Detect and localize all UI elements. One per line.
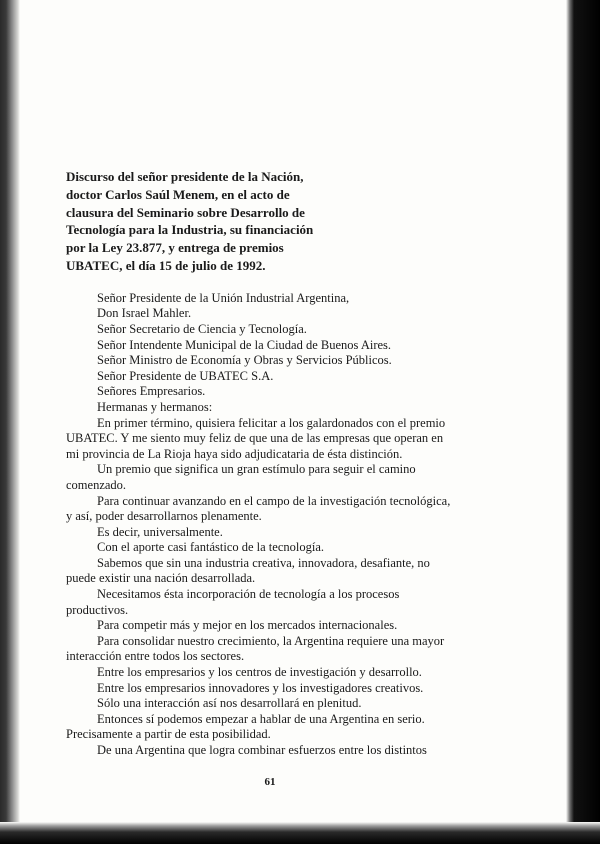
paragraph-line: Entonces sí podemos empezar a hablar de una Argentina en serio. bbox=[97, 711, 425, 726]
paragraph-line: Señor Presidente de la Unión Industrial Argentina, bbox=[97, 290, 350, 305]
paragraph bbox=[66, 540, 478, 556]
paragraph-line: Necesitamos ésta incorporación de tecnología a los procesos bbox=[97, 587, 400, 602]
paragraph bbox=[66, 384, 478, 400]
paragraph-line: Para continuar avanzando en el campo de la investigación tecnológica, bbox=[97, 493, 451, 508]
paragraph bbox=[66, 322, 478, 338]
paragraph bbox=[66, 587, 478, 618]
paragraph-line: Hermanas y hermanos: bbox=[97, 399, 213, 414]
speech-title bbox=[66, 168, 336, 275]
paragraph bbox=[66, 369, 478, 385]
paragraph bbox=[66, 338, 478, 354]
paragraph bbox=[66, 462, 478, 493]
title-line: doctor Carlos Saúl Menem, en el acto de bbox=[66, 186, 290, 202]
paragraph-line: Señores Empresarios. bbox=[97, 384, 206, 399]
paragraph-line: Un premio que significa un gran estímulo para seguir el camino bbox=[97, 462, 416, 477]
paragraph-line: Para consolidar nuestro crecimiento, la Argentina requiere una mayor bbox=[97, 633, 445, 648]
paragraph bbox=[66, 618, 478, 634]
paragraph bbox=[66, 306, 478, 322]
page-number: 61 bbox=[264, 776, 276, 788]
paragraph bbox=[66, 712, 478, 743]
paragraph bbox=[66, 743, 478, 759]
paragraph-line: productivos. bbox=[66, 602, 129, 617]
scan-left-edge bbox=[0, 0, 20, 844]
paragraph bbox=[66, 291, 478, 307]
speech-body bbox=[66, 291, 478, 759]
paragraph-line: Sabemos que sin una industria creativa, innovadora, desafiante, no bbox=[97, 555, 430, 570]
paragraph-line: UBATEC. Y me siento muy feliz de que una de las empresas que operan en bbox=[66, 431, 444, 446]
scan-bottom-edge bbox=[0, 822, 600, 844]
title-line: Tecnología para la Industria, su financiación bbox=[66, 222, 314, 238]
paragraph-line: Sólo una interacción así nos desarrollará en plenitud. bbox=[97, 696, 362, 711]
paragraph-line: comenzado. bbox=[66, 477, 127, 492]
paragraph-line: Para competir más y mejor en los mercados internacionales. bbox=[97, 618, 398, 633]
paragraph-line: y así, poder desarrollarnos plenamente. bbox=[66, 509, 262, 524]
scan-right-edge bbox=[566, 0, 600, 844]
paragraph bbox=[66, 400, 478, 416]
paragraph-line: Señor Presidente de UBATEC S.A. bbox=[97, 368, 274, 383]
paragraph bbox=[66, 353, 478, 369]
paragraph-line: Entre los empresarios y los centros de investigación y desarrollo. bbox=[97, 665, 422, 680]
title-line: por la Ley 23.877, y entrega de premios bbox=[66, 240, 284, 256]
paragraph bbox=[66, 665, 478, 681]
paragraph-line: Es decir, universalmente. bbox=[97, 524, 223, 539]
paragraph bbox=[66, 634, 478, 665]
paragraph bbox=[66, 696, 478, 712]
paragraph-line: interacción entre todos los sectores. bbox=[66, 649, 245, 664]
title-line: UBATEC, el día 15 de julio de 1992. bbox=[66, 257, 266, 273]
paragraph bbox=[66, 416, 478, 463]
paragraph-line: Entre los empresarios innovadores y los investigadores creativos. bbox=[97, 680, 424, 695]
paragraph-line: puede existir una nación desarrollada. bbox=[66, 571, 256, 586]
paragraph bbox=[66, 681, 478, 697]
title-line: clausura del Seminario sobre Desarrollo de bbox=[66, 204, 305, 220]
paragraph-line: Con el aporte casi fantástico de la tecnología. bbox=[97, 540, 324, 555]
paragraph-line: Precisamente a partir de esta posibilidad. bbox=[66, 727, 271, 742]
paragraph bbox=[66, 494, 478, 525]
paragraph-line: De una Argentina que logra combinar esfuerzos entre los distintos bbox=[97, 743, 427, 757]
paragraph-line: Señor Intendente Municipal de la Ciudad de Buenos Aires. bbox=[97, 337, 392, 352]
paragraph-line: Señor Secretario de Ciencia y Tecnología. bbox=[97, 321, 307, 336]
paragraph bbox=[66, 556, 478, 587]
title-line: Discurso del señor presidente de la Nación, bbox=[66, 169, 304, 184]
paragraph-line: En primer término, quisiera felicitar a los galardonados con el premio bbox=[97, 415, 446, 430]
paragraph-line: Señor Ministro de Economía y Obras y Servicios Públicos. bbox=[97, 353, 392, 368]
paragraph bbox=[66, 525, 478, 541]
paragraph-line: Don Israel Mahler. bbox=[97, 306, 192, 321]
paragraph-line: mi provincia de La Rioja haya sido adjudicataria de ésta distinción. bbox=[66, 446, 403, 461]
document-page bbox=[66, 168, 478, 759]
